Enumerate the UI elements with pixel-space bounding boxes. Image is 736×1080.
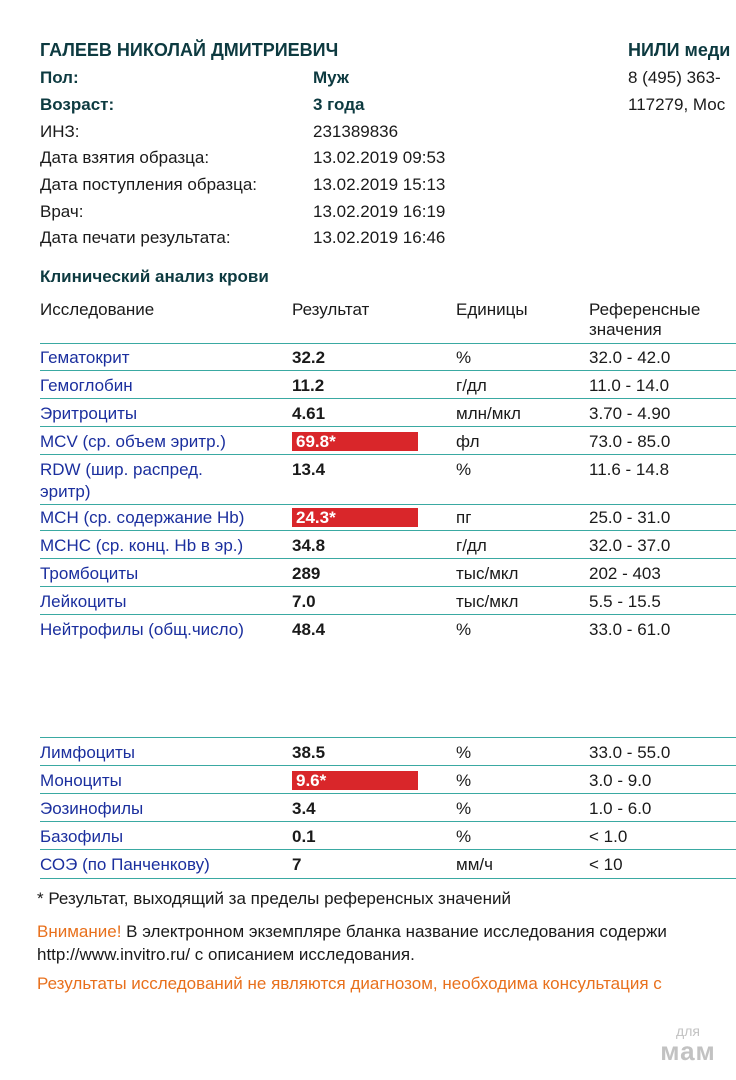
inz-value: 231389836	[313, 122, 399, 141]
test-result: 289	[292, 564, 321, 583]
test-units: г/дл	[456, 376, 487, 395]
test-ref: 1.0 - 6.0	[589, 799, 652, 818]
doctor-value: 13.02.2019 16:19	[313, 202, 446, 221]
patient-name: ГАЛЕЕВ НИКОЛАЙ ДМИТРИЕВИЧ	[40, 40, 339, 60]
sample-taken-value: 13.02.2019 09:53	[313, 148, 446, 167]
inz-row	[40, 122, 700, 148]
header-ref-line1: Референсные	[589, 300, 701, 319]
test-units: %	[456, 771, 472, 790]
test-name	[40, 459, 203, 503]
sample-taken-row	[40, 148, 700, 174]
test-ref: 202 - 403	[589, 564, 661, 583]
doctor-row	[40, 202, 700, 228]
test-name: Гематокрит	[40, 348, 130, 367]
test-ref: < 10	[589, 855, 623, 874]
print-date-label: Дата печати результата:	[40, 228, 231, 247]
test-ref: 32.0 - 42.0	[589, 348, 671, 367]
table-rule	[40, 530, 736, 531]
test-result: 48.4	[292, 620, 326, 639]
test-ref: 5.5 - 15.5	[589, 592, 661, 611]
test-result: 13.4	[292, 460, 326, 479]
table-rule	[40, 370, 736, 371]
test-result-abnormal: 9.6*	[292, 771, 418, 790]
test-name: Моноциты	[40, 771, 122, 790]
sample-received-row	[40, 175, 700, 201]
test-units: %	[456, 348, 472, 367]
table-header	[40, 300, 736, 342]
header-ref-line2: значения	[589, 320, 662, 339]
test-result: 0.1	[292, 827, 316, 846]
print-date-row	[40, 228, 700, 254]
table-rule	[40, 558, 736, 559]
test-units: тыс/мкл	[456, 564, 519, 583]
table-rule	[40, 765, 736, 766]
table-rule	[40, 343, 736, 344]
test-units: г/дл	[456, 536, 487, 555]
table-rule	[40, 426, 736, 427]
table-rule	[40, 586, 736, 587]
table-rule	[40, 878, 736, 879]
table-rule	[40, 821, 736, 822]
test-units: %	[456, 620, 472, 639]
lab-name: НИЛИ меди	[628, 40, 731, 60]
table-rule	[40, 737, 736, 738]
test-units: пг	[456, 508, 472, 527]
disclaimer: Результаты исследований не являются диагнозом, необходима консультация с	[37, 974, 662, 993]
test-result: 32.2	[292, 348, 326, 367]
attention-text: В электронном экземпляре бланка название исследования содержи	[121, 922, 667, 941]
test-result: 11.2	[292, 376, 325, 395]
table-rule	[40, 849, 736, 850]
lab-address: 117279, Мос	[628, 95, 726, 114]
test-ref: 3.70 - 4.90	[589, 404, 671, 423]
invitro-link[interactable]: http://www.invitro.ru/	[37, 945, 191, 964]
age-label: Возраст:	[40, 95, 115, 114]
test-result: 34.8	[292, 536, 326, 555]
table-rule	[40, 793, 736, 794]
test-units: %	[456, 743, 472, 762]
table-rule	[40, 504, 736, 505]
sex-row	[40, 68, 700, 94]
test-name: MCV (ср. объем эритр.)	[40, 432, 226, 451]
table-rule	[40, 614, 736, 615]
test-result: 7	[292, 855, 302, 874]
attention-text-end: с описанием исследования.	[190, 945, 415, 964]
header-units: Единицы	[456, 300, 528, 319]
test-name: СОЭ (по Панченкову)	[40, 855, 210, 874]
test-units: мм/ч	[456, 855, 493, 874]
test-units: млн/мкл	[456, 404, 521, 423]
cropped-header-remnant	[40, 0, 250, 6]
age-row	[40, 95, 700, 121]
test-name: Эритроциты	[40, 404, 138, 423]
test-result: 3.4	[292, 799, 316, 818]
sample-taken-label: Дата взятия образца:	[40, 148, 210, 167]
test-name: Базофилы	[40, 827, 124, 846]
test-result-abnormal: 24.3*	[292, 508, 418, 527]
header-ref	[589, 300, 700, 340]
test-name: MCH (ср. содержание Hb)	[40, 508, 245, 527]
sample-received-value: 13.02.2019 15:13	[313, 175, 446, 194]
test-ref: 73.0 - 85.0	[589, 432, 671, 451]
watermark-logo	[648, 1024, 728, 1064]
test-name: Эозинофилы	[40, 799, 144, 818]
header-test: Исследование	[40, 300, 155, 319]
test-result: 4.61	[292, 404, 326, 423]
test-name: Лимфоциты	[40, 743, 136, 762]
table-rule	[40, 398, 736, 399]
test-ref: 11.6 - 14.8	[589, 460, 670, 479]
test-ref: 25.0 - 31.0	[589, 508, 671, 527]
sex-label: Пол:	[40, 68, 79, 87]
test-result-abnormal: 69.8*	[292, 432, 418, 451]
doctor-label: Врач:	[40, 202, 84, 221]
inz-label: ИНЗ:	[40, 122, 80, 141]
sample-received-label: Дата поступления образца:	[40, 175, 258, 194]
test-units: тыс/мкл	[456, 592, 519, 611]
section-title: Клинический анализ крови	[40, 267, 269, 286]
attention-note	[37, 920, 667, 966]
test-result: 38.5	[292, 743, 326, 762]
lab-phone: 8 (495) 363-	[628, 68, 721, 87]
attention-word: Внимание!	[37, 922, 122, 941]
test-name: Гемоглобин	[40, 376, 133, 395]
header-result: Результат	[292, 300, 370, 319]
table-rule	[40, 454, 736, 455]
test-name: MCHC (ср. конц. Hb в эр.)	[40, 536, 244, 555]
test-units: %	[456, 799, 472, 818]
test-ref: 33.0 - 55.0	[589, 743, 671, 762]
sex-value: Муж	[313, 68, 349, 87]
test-units: %	[456, 827, 472, 846]
test-ref: 33.0 - 61.0	[589, 620, 671, 639]
test-name: Тромбоциты	[40, 564, 139, 583]
test-ref: 32.0 - 37.0	[589, 536, 671, 555]
test-name-line1: RDW (шир. распред.	[40, 460, 203, 479]
test-result: 7.0	[292, 592, 316, 611]
test-units: %	[456, 460, 472, 479]
test-ref: < 1.0	[589, 827, 628, 846]
test-name: Лейкоциты	[40, 592, 127, 611]
print-date-value: 13.02.2019 16:46	[313, 228, 446, 247]
test-ref: 11.0 - 14.0	[589, 376, 670, 395]
footnote: * Результат, выходящий за пределы референсных значений	[37, 889, 511, 908]
watermark-bottom: мам	[660, 1036, 716, 1066]
test-name-line2: эритр)	[40, 482, 91, 501]
test-units: фл	[456, 432, 480, 451]
test-ref: 3.0 - 9.0	[589, 771, 652, 790]
watermark-top: для	[676, 1023, 700, 1039]
test-name: Нейтрофилы (общ.число)	[40, 620, 244, 639]
age-value: 3 года	[313, 95, 365, 114]
